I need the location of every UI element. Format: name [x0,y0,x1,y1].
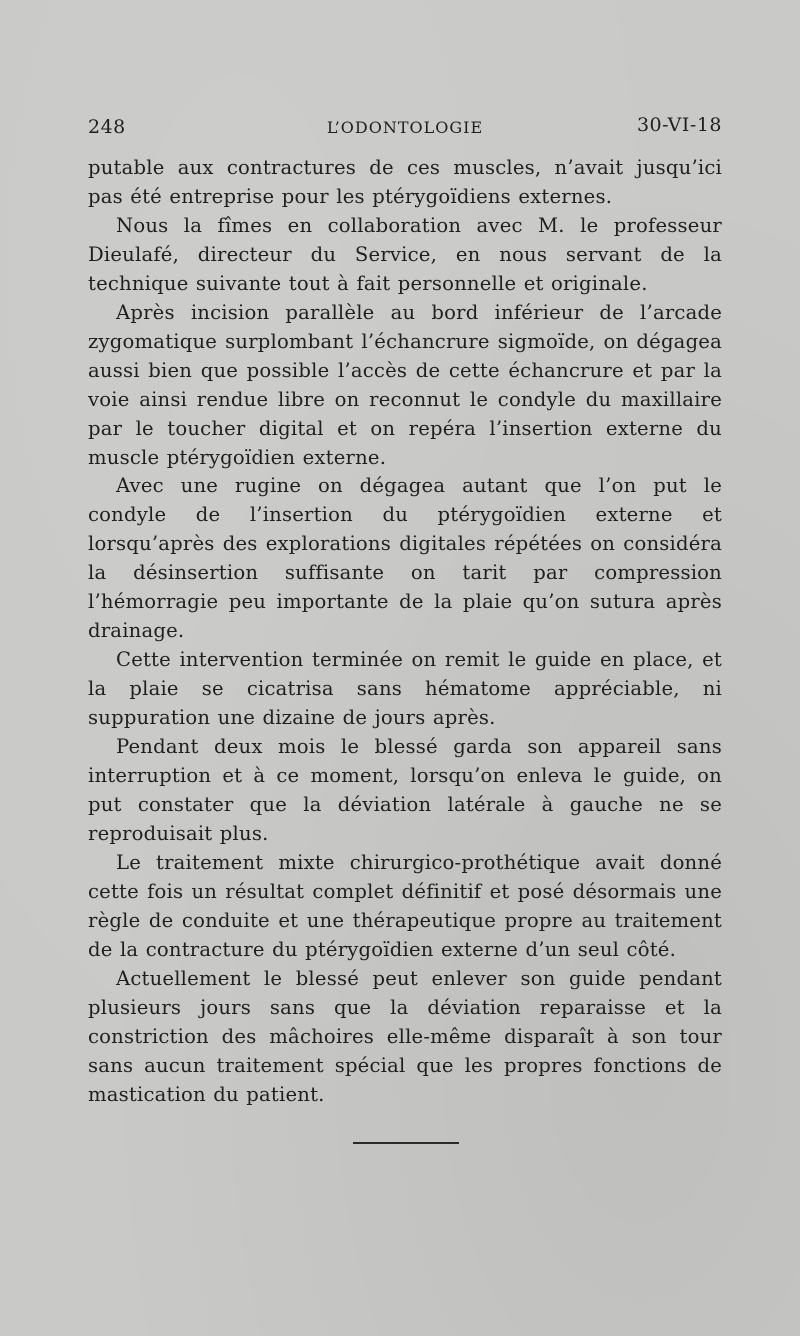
paragraph: Nous la fîmes en collaboration avec M. le professeur Dieulafé, directeur du Service, en nous servant de la technique suivante tout à fait personnelle et originale. [88,213,722,295]
end-rule [353,1142,459,1144]
journal-title: L’ODONTOLOGIE [326,118,484,137]
paragraph: Actuellement le blessé peut enlever son guide pendant plusieurs jours sans que la déviation reparaisse et la constriction des mâchoires elle-même disparaît à son tour sans aucun traitement spécial que les propres fonctions de mastication du patient. [88,966,722,1106]
paragraph: Cette intervention terminée on remit le guide en place, et la plaie se cicatrisa sans hématome appréciable, ni suppuration une dizaine de jours après. [88,648,722,730]
body-text [88,154,722,1109]
paragraph: Avec une rugine on dégagea autant que l’on put le condyle de l’insertion du ptérygoïdien externe et lorsqu’après des explorations digitales répétées on considéra la désinsertion suffisante on tarit par compression l’hémorragie peu importante de la plaie qu’on sutura après drainage. [88,474,722,643]
paragraph: Le traitement mixte chirurgico-prothétique avait donné cette fois un résultat complet définitif et posé désormais une règle de conduite et une thérapeutique propre au traitement de la contracture du ptérygoïdien externe d’un seul côté. [88,850,722,961]
page-number: 248 [88,116,126,138]
paragraph: Après incision parallèle au bord inférieur de l’arcade zygomatique surplombant l’échancrure sigmoïde, on dégagea aussi bien que possible l’accès de cette échancrure et par la voie ainsi rendue libre on reconnut le condyle du maxillaire par le toucher digital et on repéra l’insertion externe du muscle ptérygoïdien externe. [88,300,722,469]
issue-date: 30-VI-18 [636,114,722,136]
running-head [88,114,722,144]
paragraph: Pendant deux mois le blessé garda son appareil sans interruption et à ce moment, lorsqu’on enleva le guide, on put constater que la déviation latérale à gauche ne se reproduisait plus. [88,735,722,845]
book-page [88,114,722,1314]
paragraph-continuation: putable aux contractures de ces muscles, n’avait jusqu’ici pas été entreprise pour les ptérygoïdiens externes. [88,156,722,208]
